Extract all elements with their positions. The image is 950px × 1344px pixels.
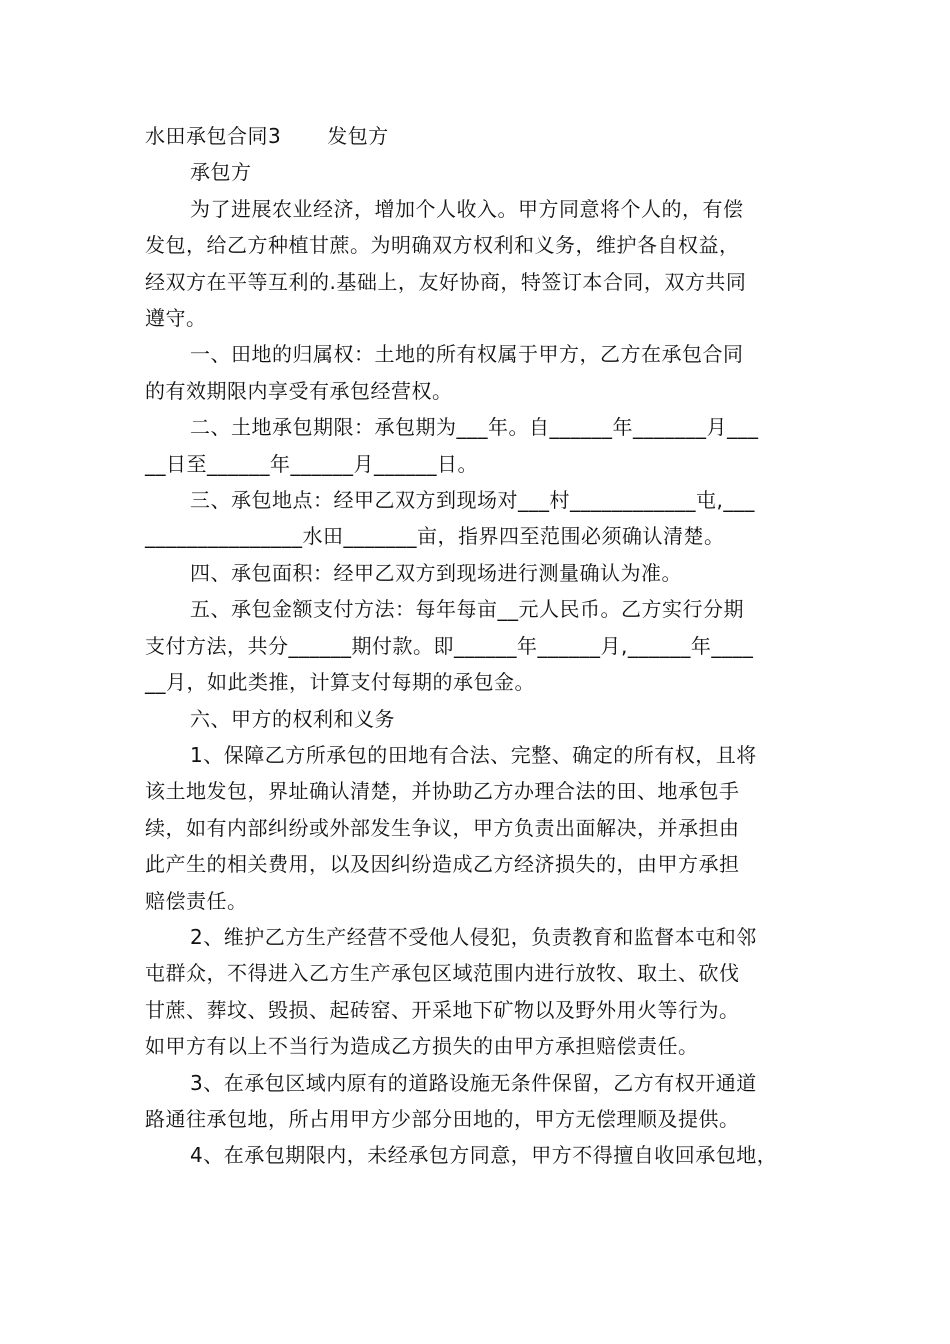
clause-1-line: 一、田地的归属权：土地的所有权属于甲方，乙方在承包合同 — [190, 342, 744, 367]
item-3-line: 路通往承包地，所占用甲方少部分田地的，甲方无偿理顺及提供。 — [145, 1106, 740, 1131]
item-2-line: 如甲方有以上不当行为造成乙方损失的由甲方承担赔偿责任。 — [145, 1034, 699, 1059]
clause-5-line: 支付方法，共分______期付款。即______年______月,______年____ — [145, 633, 754, 658]
paragraph-line: 经双方在平等互利的.基础上，友好协商，特签订本合同，双方共同 — [145, 269, 747, 294]
section-6-heading: 六、甲方的权利和义务 — [190, 706, 395, 731]
clause-3-line: _______________水田_______亩，指界四至范围必须确认清楚。 — [145, 524, 725, 549]
clause-2-line: 二、土地承包期限：承包期为___年。自______年_______月___ — [190, 415, 759, 440]
clause-4-line: 四、承包面积：经甲乙双方到现场进行测量确认为准。 — [190, 560, 682, 585]
document-title-party: 发包方 — [327, 124, 389, 148]
party-b-line: 承包方 — [190, 160, 252, 185]
item-2-line: 屯群众，不得进入乙方生产承包区域范围内进行放牧、取土、砍伐 — [145, 961, 740, 986]
clause-1-line: 的有效期限内享受有承包经营权。 — [145, 378, 453, 403]
clause-2-line: __日至______年______月______日。 — [145, 451, 478, 476]
document-title: 水田承包合同3 — [145, 124, 282, 148]
item-2-line: 2、维护乙方生产经营不受他人侵犯，负责教育和监督本屯和邻 — [190, 924, 757, 949]
item-1-line: 续，如有内部纠纷或外部发生争议，甲方负责出面解决，并承担由 — [145, 815, 740, 840]
document-body — [145, 118, 810, 1174]
item-2-line: 甘蔗、葬坟、毁损、起砖窑、开采地下矿物以及野外用火等行为。 — [145, 997, 740, 1022]
item-1-line: 此产生的相关费用，以及因纠纷造成乙方经济损失的，由甲方承担 — [145, 852, 740, 877]
paragraph-line: 为了进展农业经济，增加个人收入。甲方同意将个人的，有偿 — [190, 196, 744, 221]
item-3-line: 3、在承包区域内原有的道路设施无条件保留，乙方有权开通道 — [190, 1070, 757, 1095]
item-1-line: 赔偿责任。 — [145, 888, 248, 913]
clause-5-line: __月，如此类推，计算支付每期的承包金。 — [145, 670, 535, 695]
item-1-line: 1、保障乙方所承包的田地有合法、完整、确定的所有权，且将 — [190, 742, 757, 767]
paragraph-line: 发包，给乙方种植甘蔗。为明确双方权利和义务，维护各自权益， — [145, 233, 740, 258]
clause-3-line: 三、承包地点：经甲乙双方到现场对___村____________屯,___ — [190, 488, 755, 513]
item-1-line: 该土地发包，界址确认清楚，并协助乙方办理合法的田、地承包手 — [145, 779, 740, 804]
clause-5-line: 五、承包金额支付方法：每年每亩__元人民币。乙方实行分期 — [190, 597, 744, 622]
item-4-line: 4、在承包期限内，未经承包方同意，甲方不得擅自收回承包地， — [190, 1143, 778, 1168]
document-title-line — [145, 118, 810, 154]
paragraph-line: 遵守。 — [145, 306, 207, 331]
